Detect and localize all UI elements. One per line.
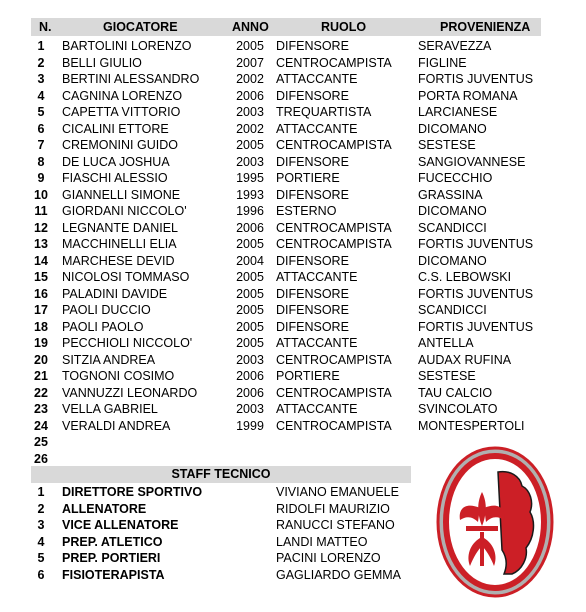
player-role: ATTACCANTE	[276, 336, 358, 350]
player-year: 2006	[236, 220, 264, 235]
table-row	[0, 220, 586, 237]
player-role: CENTROCAMPISTA	[276, 352, 392, 367]
staff-table	[0, 484, 420, 583]
player-role: DIFENSORE	[276, 286, 349, 301]
player-origin: DICOMANO	[418, 204, 487, 218]
player-name: PAOLI DUCCIO	[62, 303, 151, 317]
player-year: 2003	[236, 402, 264, 416]
player-year: 2005	[236, 303, 264, 317]
player-role: DIFENSORE	[276, 88, 349, 103]
player-year: 2005	[236, 319, 264, 334]
player-name: LEGNANTE DANIEL	[62, 220, 179, 235]
player-origin: MONTESPERTOLI	[418, 418, 525, 433]
player-number: 16	[34, 286, 48, 301]
player-origin: PORTA ROMANA	[418, 88, 518, 103]
player-number: 13	[34, 237, 48, 251]
player-origin: FIGLINE	[418, 55, 467, 70]
player-name: CREMONINI GUIDO	[62, 138, 178, 152]
player-origin: SCANDICCI	[418, 303, 487, 317]
player-name: CAPETTA VITTORIO	[62, 105, 181, 119]
player-number: 21	[34, 369, 48, 383]
club-crest-icon	[436, 446, 554, 598]
player-origin: FORTIS JUVENTUS	[418, 72, 534, 86]
player-origin: DICOMANO	[418, 121, 487, 136]
table-row	[0, 121, 586, 138]
staff-row	[0, 550, 420, 567]
player-name: PALADINI DAVIDE	[62, 286, 168, 301]
player-name: VERALDI ANDREA	[62, 418, 171, 433]
player-number: 17	[34, 303, 48, 317]
player-year: 1995	[236, 171, 264, 185]
player-number: 19	[34, 336, 48, 350]
table-row	[0, 187, 586, 204]
header-role: RUOLO	[321, 20, 367, 34]
player-number: 20	[34, 352, 48, 367]
player-name: DE LUCA JOSHUA	[62, 154, 170, 169]
staff-name: RANUCCI STEFANO	[276, 518, 395, 532]
table-row	[0, 253, 586, 270]
player-number: 2	[37, 55, 45, 70]
player-name: TOGNONI COSIMO	[62, 369, 175, 383]
player-name: MACCHINELLI ELIA	[62, 237, 177, 251]
table-row	[0, 352, 586, 369]
player-year: 2003	[236, 105, 264, 119]
player-name: SITZIA ANDREA	[62, 352, 156, 367]
table-row	[0, 319, 586, 336]
table-row	[0, 368, 586, 385]
player-year: 1999	[236, 418, 264, 433]
table-row	[0, 302, 586, 319]
player-year: 2005	[236, 336, 264, 350]
player-year: 2002	[236, 121, 264, 136]
player-year: 2005	[236, 270, 264, 284]
staff-role: PREP. PORTIERI	[62, 551, 161, 565]
staff-number: 3	[37, 518, 45, 532]
table-row	[0, 38, 586, 55]
player-role: DIFENSORE	[276, 319, 349, 334]
player-name: BERTINI ALESSANDRO	[62, 72, 200, 86]
staff-number: 5	[37, 551, 45, 565]
player-number: 6	[37, 121, 45, 136]
player-role: CENTROCAMPISTA	[276, 55, 392, 70]
player-number: 24	[34, 418, 48, 433]
player-role: DIFENSORE	[276, 39, 349, 53]
player-role: PORTIERE	[276, 369, 340, 383]
player-origin: DICOMANO	[418, 253, 487, 268]
table-row	[0, 401, 586, 418]
player-origin: SANGIOVANNESE	[418, 154, 526, 169]
roster-header	[31, 18, 541, 36]
player-number: 14	[34, 253, 48, 268]
player-year: 2005	[236, 39, 264, 53]
player-year: 2005	[236, 138, 264, 152]
header-year: ANNO	[232, 20, 269, 34]
staff-row	[0, 484, 420, 501]
player-number: 9	[37, 171, 45, 185]
table-row	[0, 170, 586, 187]
player-number: 5	[37, 105, 45, 119]
player-year: 2007	[236, 55, 264, 70]
player-origin: SESTESE	[418, 138, 476, 152]
player-origin: SCANDICCI	[418, 220, 487, 235]
player-origin: ANTELLA	[418, 336, 474, 350]
player-origin: SERAVEZZA	[418, 39, 492, 53]
table-row	[0, 269, 586, 286]
header-number: N.	[39, 20, 52, 34]
player-number: 11	[34, 204, 48, 218]
player-role: ATTACCANTE	[276, 121, 358, 136]
player-year: 1996	[236, 204, 264, 218]
table-row	[0, 154, 586, 171]
player-name: BELLI GIULIO	[62, 55, 142, 70]
staff-name: PACINI LORENZO	[276, 551, 381, 565]
player-name: CAGNINA LORENZO	[62, 88, 183, 103]
player-role: PORTIERE	[276, 171, 340, 185]
player-name: FIASCHI ALESSIO	[62, 171, 168, 185]
player-name: MARCHESE DEVID	[62, 253, 175, 268]
player-number: 12	[34, 220, 48, 235]
staff-role: DIRETTORE SPORTIVO	[62, 485, 203, 499]
staff-number: 6	[37, 567, 45, 582]
player-origin: FORTIS JUVENTUS	[418, 237, 534, 251]
player-year: 2004	[236, 253, 264, 268]
player-role: ATTACCANTE	[276, 72, 358, 86]
table-row	[0, 286, 586, 303]
player-origin: FORTIS JUVENTUS	[418, 286, 534, 301]
player-number: 3	[37, 72, 45, 86]
player-name: VANNUZZI LEONARDO	[62, 385, 198, 400]
player-number: 18	[34, 319, 48, 334]
staff-name: LANDI MATTEO	[276, 534, 368, 549]
player-name: PAOLI PAOLO	[62, 319, 144, 334]
staff-row	[0, 517, 420, 534]
player-name: BARTOLINI LORENZO	[62, 39, 192, 53]
player-origin: FORTIS JUVENTUS	[418, 319, 534, 334]
player-year: 2006	[236, 369, 264, 383]
player-origin: SESTESE	[418, 369, 476, 383]
player-origin: FUCECCHIO	[418, 171, 493, 185]
player-role: CENTROCAMPISTA	[276, 138, 392, 152]
staff-row	[0, 567, 420, 584]
table-row	[0, 385, 586, 402]
player-role: DIFENSORE	[276, 154, 349, 169]
player-role: ATTACCANTE	[276, 270, 358, 284]
table-row	[0, 71, 586, 88]
player-role: DIFENSORE	[276, 303, 349, 317]
table-row	[0, 418, 586, 435]
player-origin: SVINCOLATO	[418, 402, 498, 416]
staff-number: 4	[37, 534, 45, 549]
player-origin: LARCIANESE	[418, 105, 498, 119]
player-origin: TAU CALCIO	[418, 385, 493, 400]
table-row	[0, 236, 586, 253]
table-row	[0, 104, 586, 121]
player-role: CENTROCAMPISTA	[276, 237, 392, 251]
player-origin: GRASSINA	[418, 187, 483, 202]
staff-name: GAGLIARDO GEMMA	[276, 567, 402, 582]
table-row	[0, 203, 586, 220]
player-role: ATTACCANTE	[276, 402, 358, 416]
staff-role: FISIOTERAPISTA	[62, 567, 165, 582]
player-number: 10	[34, 187, 48, 202]
staff-header	[31, 466, 411, 483]
player-role: CENTROCAMPISTA	[276, 385, 392, 400]
table-row	[0, 88, 586, 105]
player-number: 26	[34, 451, 48, 466]
staff-name: VIVIANO EMANUELE	[276, 485, 399, 499]
player-name: VELLA GABRIEL	[62, 402, 158, 416]
player-name: GIORDANI NICCOLO'	[62, 204, 187, 218]
table-row	[0, 55, 586, 72]
player-role: DIFENSORE	[276, 253, 349, 268]
staff-number: 2	[37, 501, 45, 516]
player-number: 7	[37, 138, 45, 152]
player-year: 1993	[236, 187, 264, 202]
player-year: 2003	[236, 154, 264, 169]
player-year: 2006	[236, 88, 264, 103]
player-year: 2005	[236, 286, 264, 301]
player-role: ESTERNO	[276, 204, 337, 218]
player-role: CENTROCAMPISTA	[276, 418, 392, 433]
player-year: 2002	[236, 72, 264, 86]
staff-role: VICE ALLENATORE	[62, 518, 179, 532]
staff-role: ALLENATORE	[62, 501, 147, 516]
player-year: 2005	[236, 237, 264, 251]
player-year: 2006	[236, 385, 264, 400]
staff-role: PREP. ATLETICO	[62, 534, 163, 549]
staff-title: STAFF TECNICO	[171, 467, 271, 481]
staff-number: 1	[37, 485, 45, 499]
player-number: 22	[34, 385, 48, 400]
player-name: CICALINI ETTORE	[62, 121, 169, 136]
player-number: 4	[37, 88, 45, 103]
table-row	[0, 137, 586, 154]
player-role: TREQUARTISTA	[276, 105, 372, 119]
player-origin: AUDAX RUFINA	[418, 352, 512, 367]
player-role: DIFENSORE	[276, 187, 349, 202]
player-number: 8	[37, 154, 45, 169]
player-origin: C.S. LEBOWSKI	[418, 270, 512, 284]
player-number: 25	[34, 435, 48, 449]
player-year: 2003	[236, 352, 264, 367]
header-player: GIOCATORE	[103, 20, 178, 34]
player-name: NICOLOSI TOMMASO	[62, 270, 190, 284]
player-number: 1	[37, 39, 45, 53]
staff-name: RIDOLFI MAURIZIO	[276, 501, 390, 516]
staff-row	[0, 501, 420, 518]
table-row	[0, 335, 586, 352]
player-name: PECCHIOLI NICCOLO'	[62, 336, 193, 350]
player-name: GIANNELLI SIMONE	[62, 187, 181, 202]
player-role: CENTROCAMPISTA	[276, 220, 392, 235]
player-number: 15	[34, 270, 48, 284]
staff-row	[0, 534, 420, 551]
header-origin: PROVENIENZA	[440, 20, 531, 34]
roster-table	[0, 38, 586, 467]
player-number: 23	[34, 402, 48, 416]
